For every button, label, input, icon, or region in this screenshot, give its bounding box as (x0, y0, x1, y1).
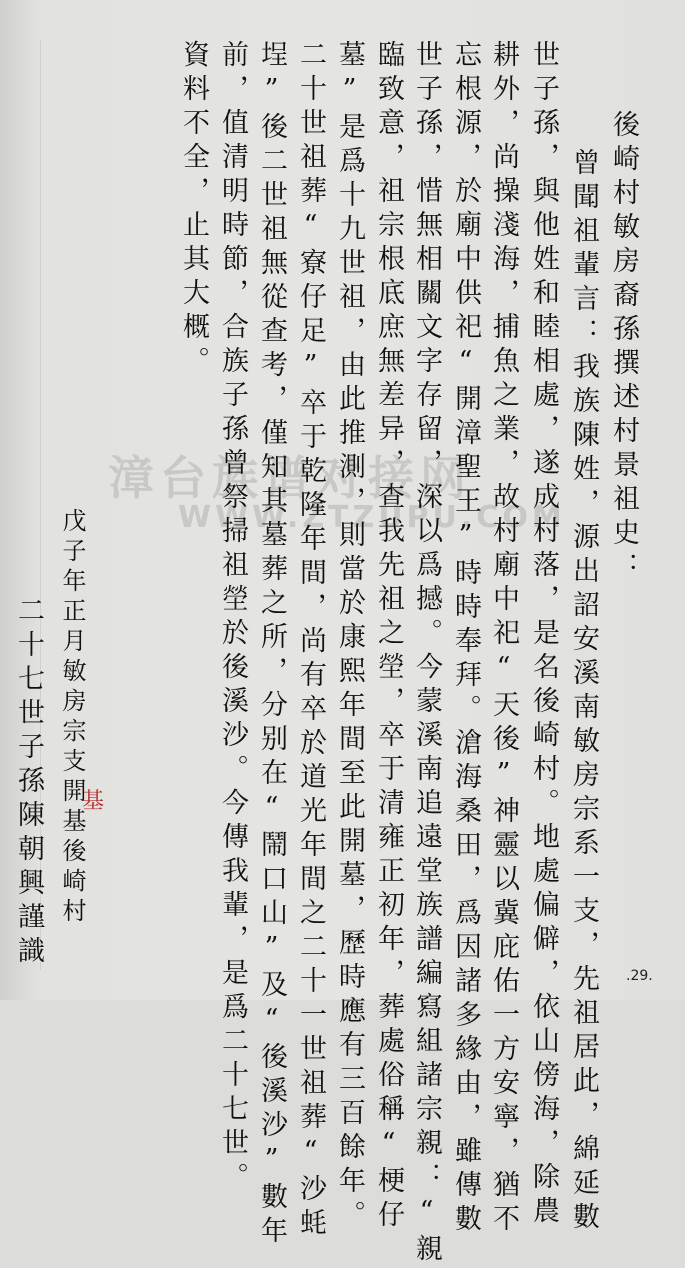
signature-name: 二十七世子孫陳朝興謹識 (13, 596, 44, 970)
text-column-2: 曾聞祖輩言：我族陳姓，源出詔安溪南敏房宗系一支，先祖居此，綿延數 (568, 148, 599, 1236)
watermark-url: WWW.ZTZUPU.COM (178, 500, 566, 535)
text-column-1: 後崎村敏房裔孫撰述村景祖史： (608, 110, 639, 586)
text-column-5: 忘根源，於廟中供祀“開漳聖王”時時奉拜。滄海桑田，爲因諸多緣由，雖傳數 (450, 40, 481, 1238)
text-column-12: 資料不全，止其大概。 (178, 40, 209, 380)
text-column-9: 二十世祖葬“寮仔足”卒于乾隆年間，尚有卒於道光年間之二十一世祖葬“沙蚝 (295, 40, 326, 1242)
text-column-10: 埕”後二世祖無從查考，僅知其墓葬之所，分别在“鬧口山”及“後溪沙”數年 (256, 40, 287, 1250)
text-column-6: 世子孫，惜無相關文字存留，深以爲撼。今蒙溪南追遠堂族譜編寫組諸宗親：“親 (411, 40, 442, 1268)
watermark-chinese: 漳台族谱对接网 (108, 451, 472, 505)
signature-date: 戊子年正月敏房宗支開基後崎村 (58, 508, 86, 928)
text-column-4: 耕外，尚操淺海，捕魚之業，故村廟中祀“天後”神靈以冀庇佑一方安寧，猶不 (488, 40, 519, 1238)
text-column-8: 墓”是爲十九世祖，由此推測，則當於康熙年間至此開墓，歷時應有三百餘年。 (334, 40, 365, 1234)
text-column-7: 臨致意，祖宗根底庶無差异，查我先祖之塋，卒于清雍正初年，葬處俗稱“梗仔 (373, 40, 404, 1234)
text-column-3: 世子孫，與他姓和睦相處，遂成村落，是名後崎村。地處偏僻，依山傍海，除農 (528, 40, 559, 1230)
text-column-11: 前，值清明時節，合族子孫曾祭掃祖塋於後溪沙。今傳我輩，是爲二十七世。 (217, 40, 248, 1196)
red-seal: 基 (82, 789, 105, 814)
page-number: .29. (626, 968, 653, 984)
